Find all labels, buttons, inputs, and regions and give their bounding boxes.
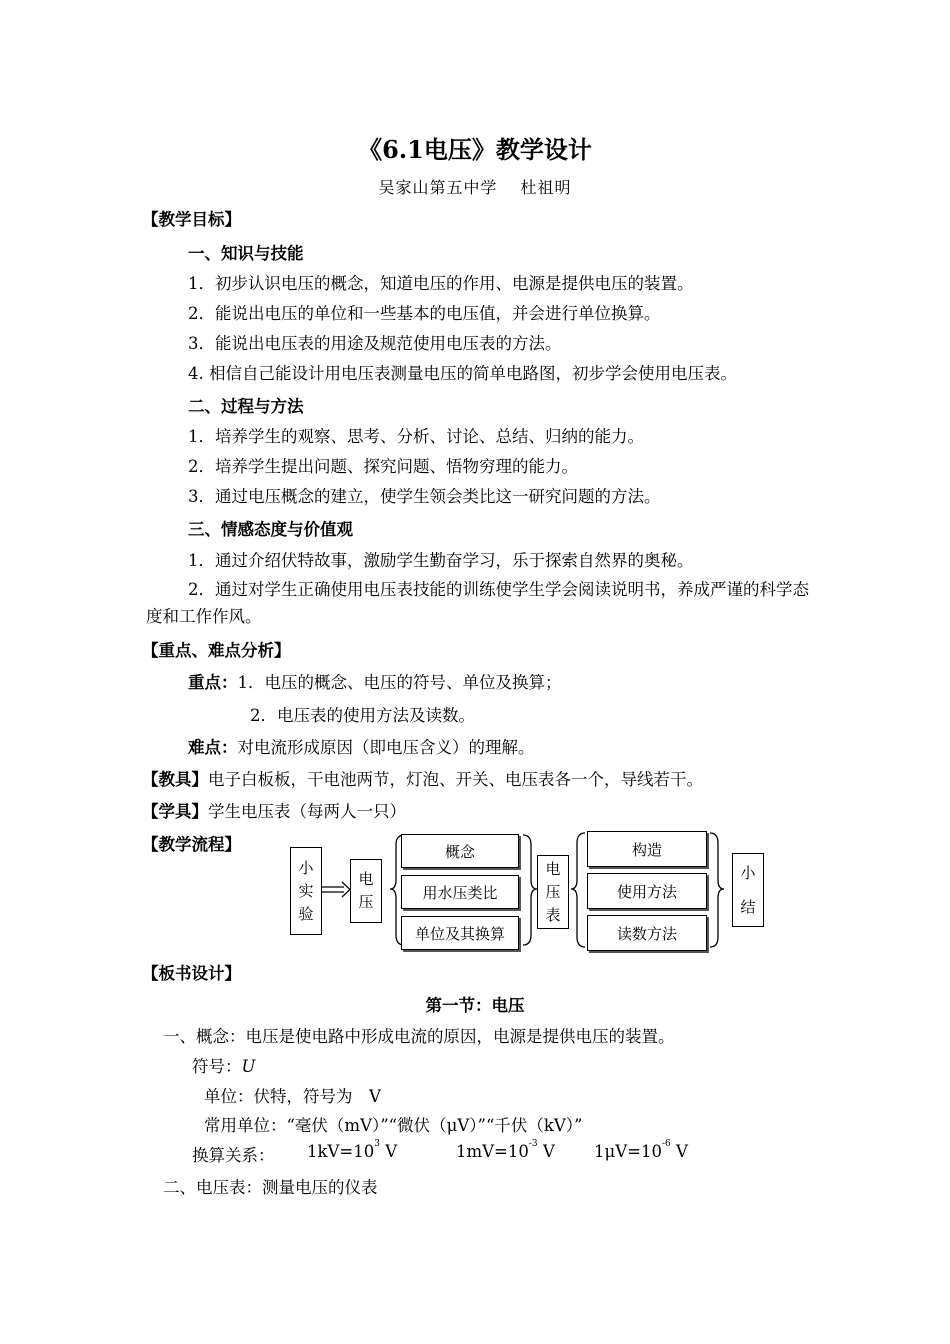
board-heading: 【板书设计】 <box>142 964 241 983</box>
flow-experiment-char-1: 小 <box>298 858 314 877</box>
key-item-1: 1．电压的概念、电压的符号、单位及换算； <box>237 673 562 692</box>
flow-unit-conversion-box: 单位及其换算 <box>401 916 519 950</box>
flow-structure-box: 构造 <box>587 831 707 867</box>
difficult-text: 对电流形成原因（即电压含义）的理解。 <box>237 738 535 757</box>
difficult-label: 难点： <box>188 738 238 757</box>
board-symbol: U <box>241 1057 256 1076</box>
flow-summary-box <box>732 853 764 927</box>
board-unit: 单位：伏特，符号为 V <box>204 1087 381 1106</box>
key-label: 重点： <box>188 673 238 692</box>
flow-experiment-box <box>290 847 322 935</box>
flow-voltmeter-char-3: 表 <box>545 905 561 924</box>
knowledge-item-3: 3．能说出电压表的用途及规范使用电压表的方法。 <box>188 334 562 353</box>
page-title: 《6.1电压》教学设计 <box>358 135 592 164</box>
board-conversion-kv: $1kV=10^3$ V <box>307 1139 398 1161</box>
flow-voltmeter-box <box>537 855 569 929</box>
board-conversion-uv: $1\mu V=10^{-6}$ V <box>594 1139 688 1161</box>
knowledge-heading: 一、知识与技能 <box>188 244 304 263</box>
keypoints-heading: 【重点、难点分析】 <box>142 641 291 660</box>
key-item-2: 2．电压表的使用方法及读数。 <box>250 706 475 725</box>
flow-voltage-char-2: 压 <box>358 893 374 911</box>
emotion-item-1: 1．通过介绍伏特故事，激励学生勤奋学习，乐于探索自然界的奥秘。 <box>188 551 694 570</box>
process-heading: 二、过程与方法 <box>188 397 304 416</box>
tools-label: 【教具】 <box>142 770 208 789</box>
board-concept: 一、概念：电压是使电路中形成电流的原因，电源是提供电压的装置。 <box>163 1027 675 1046</box>
flow-usage-box: 使用方法 <box>587 873 707 909</box>
knowledge-item-1: 1．初步认识电压的概念，知道电压的作用、电源是提供电压的装置。 <box>188 274 694 293</box>
tools-text: 电子白板板，干电池两节，灯泡、开关、电压表各一个，导线若干。 <box>208 770 703 789</box>
flow-summary-char-2: 结 <box>740 898 756 916</box>
board-common-units: 常用单位：“毫伏（mV）”“微伏（μV）”“千伏（kV）” <box>204 1116 583 1135</box>
student-tools-text: 学生电压表（每两人一只） <box>208 802 406 821</box>
flow-voltmeter-char-2: 压 <box>545 882 561 901</box>
flow-experiment-char-2: 实 <box>298 881 314 900</box>
flow-reading-box: 读数方法 <box>587 915 707 951</box>
board-symbol-label: 符号： <box>192 1057 242 1076</box>
process-item-3: 3．通过电压概念的建立，使学生领会类比这一研究问题的方法。 <box>188 487 661 506</box>
flow-voltmeter-char-1: 电 <box>545 859 561 878</box>
process-item-1: 1．培养学生的观察、思考、分析、讨论、总结、归纳的能力。 <box>188 427 644 446</box>
flow-voltage-char-1: 电 <box>358 870 374 888</box>
emotion-heading: 三、情感态度与价值观 <box>188 520 353 539</box>
flow-concept-box: 概念 <box>401 834 519 868</box>
process-item-2: 2．培养学生提出问题、探究问题、悟物穷理的能力。 <box>188 457 578 476</box>
student-tools-label: 【学具】 <box>142 802 208 821</box>
board-conversion-mv: $1mV=10^{-3}$ V <box>456 1139 555 1161</box>
knowledge-item-2: 2．能说出电压的单位和一些基本的电压值，并会进行单位换算。 <box>188 304 661 323</box>
flow-voltage-box <box>350 859 382 923</box>
flow-heading: 【教学流程】 <box>142 835 241 854</box>
board-conversion-label: 换算关系： <box>192 1146 275 1165</box>
board-section-title: 第一节：电压 <box>425 996 525 1015</box>
author-line: 吴家山第五中学 杜祖明 <box>378 178 572 197</box>
board-voltmeter: 二、电压表：测量电压的仪表 <box>163 1178 378 1197</box>
emotion-item-2: 2．通过对学生正确使用电压表技能的训练使学生学会阅读说明书，养成严谨的科学态度和工作作风。 <box>146 580 809 626</box>
objectives-heading: 【教学目标】 <box>142 210 241 229</box>
flow-experiment-char-3: 验 <box>298 904 314 923</box>
flow-summary-char-1: 小 <box>740 864 756 882</box>
knowledge-item-4: 4. 相信自己能设计用电压表测量电压的简单电路图，初步学会使用电压表。 <box>188 364 737 383</box>
flow-water-analogy-box: 用水压类比 <box>401 875 519 909</box>
